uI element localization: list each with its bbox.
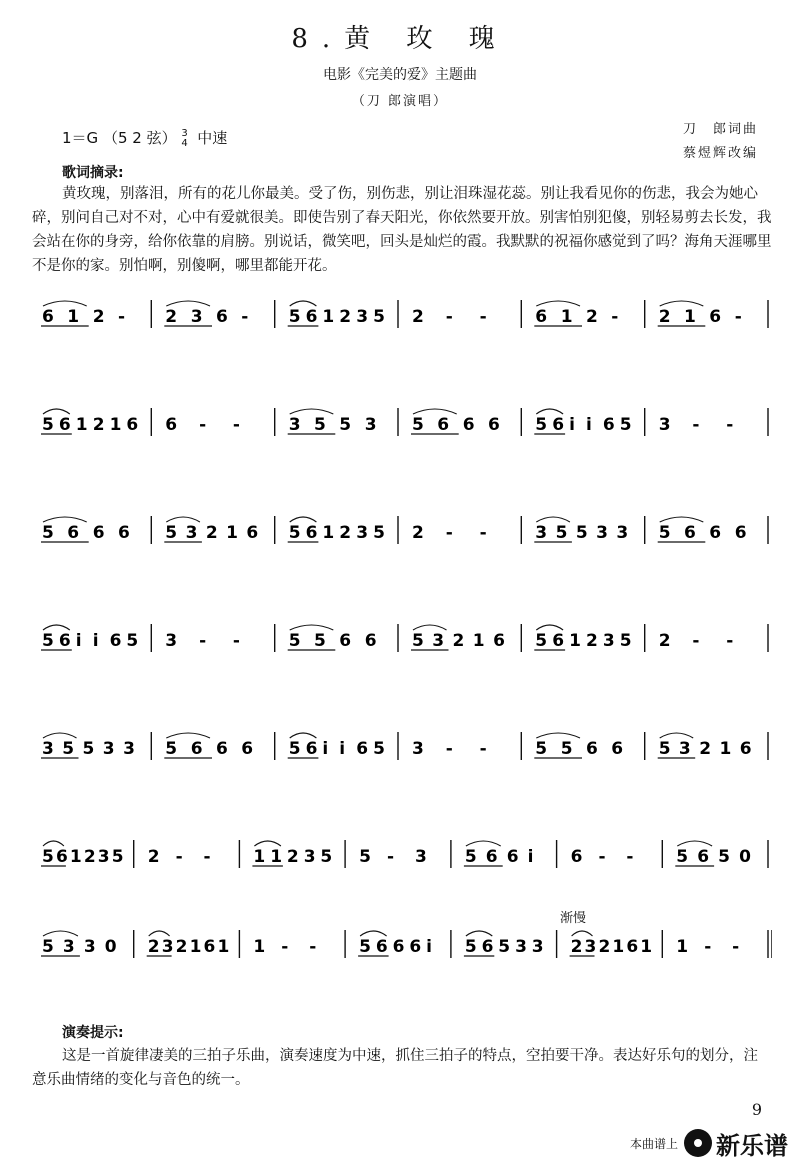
- score-line-6: [32, 822, 772, 892]
- score-note: 5: [412, 415, 424, 435]
- score-note: 2: [205, 523, 218, 543]
- score-note: 6: [506, 847, 519, 867]
- dash-note: -: [387, 847, 395, 867]
- score-note: 3: [515, 937, 527, 957]
- score-note: 2: [699, 739, 712, 759]
- score-note: 3: [97, 847, 110, 867]
- score-note: 2: [339, 523, 352, 543]
- score-note: 1: [684, 307, 696, 327]
- score-note: 5: [575, 523, 588, 543]
- score-note: i: [75, 631, 82, 651]
- score-note: 0: [104, 937, 117, 957]
- score-note: 6: [437, 415, 450, 435]
- score-note: 3: [596, 523, 608, 543]
- score-note: 5: [288, 523, 301, 543]
- slur-arc: [466, 931, 492, 936]
- score-note: 3: [412, 739, 424, 759]
- score-note: 2: [570, 937, 583, 957]
- score-note: 5: [373, 739, 385, 759]
- score-note: 6: [485, 847, 498, 867]
- score-staff: [32, 822, 772, 892]
- score-note: 1: [226, 523, 238, 543]
- score-note: 2: [165, 307, 178, 327]
- dash-note: -: [732, 937, 740, 957]
- score-note: 2: [412, 307, 424, 327]
- score-note: 6: [190, 739, 203, 759]
- score-line-5: [32, 714, 772, 784]
- score-staff: [32, 390, 772, 460]
- score-note: 5: [718, 847, 730, 867]
- score-note: 5: [165, 739, 178, 759]
- slur-arc: [43, 301, 87, 306]
- score-note: 2: [412, 523, 424, 543]
- score-note: i: [322, 739, 329, 759]
- score-staff: [32, 498, 772, 568]
- score-note: 5: [359, 847, 371, 867]
- score-note: 5: [111, 847, 124, 867]
- dash-note: -: [445, 307, 453, 327]
- score-note: 2: [92, 415, 105, 435]
- score-note: 3: [185, 523, 198, 543]
- dash-note: -: [479, 739, 487, 759]
- lyrics-heading: 歌词摘录:: [62, 165, 124, 181]
- slur-arc: [466, 841, 501, 846]
- score-line-2: [32, 390, 772, 460]
- score-note: 6: [535, 307, 548, 327]
- dash-note: -: [704, 937, 712, 957]
- score-note: 5: [373, 307, 385, 327]
- score-note: 3: [83, 937, 96, 957]
- slur-arc: [254, 841, 281, 846]
- score-note: 6: [58, 415, 71, 435]
- score-note: 2: [147, 847, 160, 867]
- dash-note: -: [479, 523, 487, 543]
- score-note: i: [426, 937, 432, 957]
- composer-credit: 刀 郎词曲: [682, 122, 758, 137]
- score-note: 2: [658, 307, 671, 327]
- score-note: 6: [339, 631, 352, 651]
- brand-name: 新乐谱: [716, 1131, 788, 1160]
- dash-note: -: [734, 307, 742, 327]
- slur-arc: [166, 517, 200, 522]
- score-note: 5: [412, 631, 424, 651]
- score-note: 3: [658, 415, 671, 435]
- page-number: 9: [751, 1100, 762, 1119]
- slur-arc: [413, 409, 457, 414]
- slur-arc: [290, 517, 317, 522]
- slur-arc: [536, 625, 563, 630]
- score-note: 5: [658, 739, 671, 759]
- slur-arc: [43, 733, 77, 738]
- time-bottom: 4: [181, 137, 188, 149]
- dash-note: -: [199, 631, 207, 651]
- key-tuning: （5 2 弦）: [102, 129, 177, 147]
- score-note: 5: [288, 739, 301, 759]
- slur-arc: [660, 517, 704, 522]
- score-note: i: [569, 415, 575, 435]
- score-note: 3: [584, 937, 597, 957]
- score-note: 1: [217, 937, 230, 957]
- tempo-marking: 中速: [197, 129, 228, 147]
- dash-note: -: [445, 523, 453, 543]
- score-note: 2: [286, 847, 299, 867]
- score-line-3: [32, 498, 772, 568]
- score-note: 5: [288, 307, 301, 327]
- score-staff: [32, 912, 772, 982]
- score-note: 6: [611, 739, 624, 759]
- score-note: 6: [56, 847, 68, 867]
- arranger-credit: 蔡煜辉改编: [682, 146, 758, 161]
- slur-arc: [660, 733, 694, 738]
- score-note: 3: [123, 739, 135, 759]
- dash-note: -: [692, 631, 700, 651]
- score-note: 1: [322, 523, 335, 543]
- score-note: 3: [190, 307, 203, 327]
- score-note: 5: [42, 631, 54, 651]
- key-main: 1＝G: [62, 129, 99, 147]
- slur-arc: [536, 301, 580, 306]
- dash-note: -: [479, 307, 487, 327]
- slur-arc: [413, 625, 447, 630]
- score-line-7: [32, 912, 772, 982]
- score-note: 6: [216, 739, 228, 759]
- slur-arc: [360, 931, 387, 936]
- song-title: 8.黄 玫 瑰: [291, 24, 509, 54]
- score-note: 5: [535, 739, 548, 759]
- score-note: 6: [165, 415, 178, 435]
- score-note: 1: [472, 631, 485, 651]
- ritardando-marking: 渐慢: [560, 911, 587, 926]
- slur-arc: [290, 301, 317, 306]
- tips-text: 这是一首旋律凄美的三拍子乐曲，演奏速度为中速，抓住三拍子的特点，空拍要干净。表达好乐句的划分，注意乐曲情绪的变化与音色的统一。: [32, 1048, 758, 1088]
- score-note: 5: [314, 631, 326, 651]
- score-note: 3: [62, 937, 75, 957]
- score-note: 3: [356, 523, 369, 543]
- score-note: 3: [432, 631, 445, 651]
- score-note: 2: [147, 937, 160, 957]
- score-note: 5: [619, 415, 632, 435]
- score-note: 6: [58, 631, 71, 651]
- score-note: 1: [253, 847, 266, 867]
- dash-note: -: [199, 415, 207, 435]
- dash-note: -: [175, 847, 183, 867]
- slur-arc: [43, 517, 87, 522]
- score-note: 5: [555, 523, 568, 543]
- score-note: 1: [189, 937, 202, 957]
- score-note: 1: [75, 415, 88, 435]
- score-note: 5: [619, 631, 632, 651]
- score-note: 5: [535, 631, 548, 651]
- score-note: i: [92, 631, 99, 651]
- score-note: 1: [569, 631, 581, 651]
- score-note: 5: [339, 415, 352, 435]
- score-note: 3: [356, 307, 369, 327]
- score-note: 5: [82, 739, 95, 759]
- score-note: 6: [305, 523, 318, 543]
- score-note: 5: [288, 631, 301, 651]
- score-note: 6: [246, 523, 259, 543]
- slur-arc: [43, 625, 70, 630]
- dash-note: -: [232, 631, 240, 651]
- score-note: 1: [253, 937, 266, 957]
- score-note: 6: [375, 937, 388, 957]
- score-note: 3: [364, 415, 377, 435]
- score-note: 6: [626, 937, 639, 957]
- score-note: 3: [415, 847, 427, 867]
- score-note: 3: [531, 937, 544, 957]
- score-note: 6: [305, 739, 318, 759]
- score-note: 6: [709, 307, 722, 327]
- score-staff: [32, 714, 772, 784]
- score-note: 5: [373, 523, 385, 543]
- score-note: 5: [464, 847, 477, 867]
- song-subtitle: 电影《完美的爱》主题曲: [323, 67, 477, 83]
- slur-arc: [149, 931, 170, 936]
- slur-arc: [677, 841, 712, 846]
- score-note: 1: [322, 307, 335, 327]
- slur-arc: [290, 409, 334, 414]
- score-note: 5: [314, 415, 326, 435]
- score-line-1: [32, 282, 772, 352]
- score-note: 6: [392, 937, 405, 957]
- slur-arc: [536, 733, 580, 738]
- score-note: 5: [42, 847, 54, 867]
- dash-note: -: [626, 847, 634, 867]
- score-note: 6: [118, 523, 130, 543]
- score-note: 6: [109, 631, 122, 651]
- key-signature: [62, 127, 227, 149]
- score-note: 3: [535, 523, 548, 543]
- score-note: 6: [92, 523, 105, 543]
- score-note: 2: [658, 631, 671, 651]
- score-note: 6: [241, 739, 254, 759]
- score-note: 1: [612, 937, 625, 957]
- score-note: 2: [586, 307, 598, 327]
- slur-arc: [290, 625, 334, 630]
- score-note: 1: [109, 415, 122, 435]
- score-note: 6: [739, 739, 752, 759]
- score-note: 5: [320, 847, 333, 867]
- dash-note: -: [598, 847, 606, 867]
- score-note: 2: [339, 307, 352, 327]
- score-note: 5: [126, 631, 139, 651]
- score-note: i: [527, 847, 534, 867]
- score-note: 1: [640, 937, 653, 957]
- score-note: 5: [658, 523, 671, 543]
- score-note: 5: [165, 523, 178, 543]
- score-note: 6: [488, 415, 500, 435]
- score-note: 6: [552, 415, 565, 435]
- dash-note: -: [445, 739, 453, 759]
- score-note: 1: [67, 307, 80, 327]
- slur-arc: [660, 301, 704, 306]
- score-note: 5: [359, 937, 371, 957]
- score-note: 2: [586, 631, 598, 651]
- dash-note: -: [203, 847, 211, 867]
- score-note: 2: [598, 937, 611, 957]
- score-note: 5: [464, 937, 477, 957]
- score-staff: [32, 606, 772, 676]
- score-note: 6: [462, 415, 475, 435]
- score-note: 2: [452, 631, 465, 651]
- score-note: 6: [684, 523, 696, 543]
- score-note: 2: [92, 307, 105, 327]
- dash-note: -: [241, 307, 249, 327]
- dash-note: -: [726, 631, 734, 651]
- slur-arc: [536, 517, 570, 522]
- score-note: 3: [102, 739, 115, 759]
- score-note: 6: [481, 937, 494, 957]
- slur-arc: [166, 301, 210, 306]
- slur-arc: [572, 931, 593, 936]
- slur-arc: [290, 733, 317, 738]
- score-note: 0: [739, 847, 751, 867]
- slur-arc: [43, 841, 64, 846]
- score-note: 3: [42, 739, 54, 759]
- score-note: 6: [305, 307, 318, 327]
- score-note: 3: [602, 631, 615, 651]
- score-note: 5: [498, 937, 511, 957]
- tips-heading: 演奏提示:: [62, 1025, 124, 1041]
- score-note: 5: [42, 523, 54, 543]
- score-note: 6: [409, 937, 422, 957]
- score-note: 6: [42, 307, 54, 327]
- score-note: 6: [697, 847, 710, 867]
- score-note: 6: [364, 631, 377, 651]
- slur-arc: [166, 733, 210, 738]
- score-note: 1: [69, 847, 82, 867]
- score-note: 3: [165, 631, 178, 651]
- score-note: 6: [216, 307, 228, 327]
- score-note: 6: [203, 937, 216, 957]
- score-note: 1: [676, 937, 689, 957]
- score-note: 6: [493, 631, 505, 651]
- score-note: 6: [734, 523, 747, 543]
- score-note: 6: [552, 631, 565, 651]
- score-note: 6: [67, 523, 80, 543]
- score-note: 3: [616, 523, 629, 543]
- score-note: 5: [42, 937, 54, 957]
- slur-arc: [43, 931, 78, 936]
- dash-note: -: [309, 937, 317, 957]
- score-note: 3: [288, 415, 301, 435]
- time-signature: [181, 129, 187, 149]
- score-note: 6: [602, 415, 615, 435]
- score-note: 1: [270, 847, 283, 867]
- score-note: 5: [42, 415, 54, 435]
- score-line-4: [32, 606, 772, 676]
- score-note: 5: [560, 739, 573, 759]
- dash-note: -: [281, 937, 289, 957]
- score-note: 6: [356, 739, 369, 759]
- score-note: 5: [676, 847, 689, 867]
- score-note: 2: [175, 937, 188, 957]
- score-note: 5: [535, 415, 548, 435]
- score-note: 3: [161, 937, 174, 957]
- score-note: 3: [678, 739, 691, 759]
- time-top: 3: [181, 127, 188, 139]
- score-note: 6: [586, 739, 598, 759]
- score-note: i: [586, 415, 592, 435]
- slur-arc: [43, 409, 70, 414]
- dash-note: -: [611, 307, 619, 327]
- brand-prefix: 本曲谱上: [629, 1136, 678, 1151]
- score-staff: [32, 282, 772, 352]
- dash-note: -: [232, 415, 240, 435]
- record-logo-icon: [684, 1129, 712, 1157]
- score-note: 6: [126, 415, 139, 435]
- lyrics-text: 黄玫瑰，别落泪，所有的花儿你最美。受了伤，别伤悲，别让泪珠湿花蕊。别让我看见你的伤悲，我会为她心碎，别问自己对不对，心中有爱就很美。即使告别了春天阳光，你依然要开放。别害怕别犯傻，别轻易剪去长发，我会站在你的身旁，给你依靠的肩膀。别说话，微笑吧，回头是灿烂的霞。我默默的祝福你感觉到了吗？海角天涯哪里不是你的家。别怕啊，别傻啊，哪里都能开花。: [32, 186, 772, 274]
- score-note: 5: [62, 739, 75, 759]
- score-note: 1: [719, 739, 732, 759]
- singer-credit: （刀 郎演唱）: [351, 94, 449, 109]
- score-note: 3: [303, 847, 316, 867]
- dash-note: -: [692, 415, 700, 435]
- score-note: 6: [709, 523, 722, 543]
- dash-note: -: [118, 307, 126, 327]
- score-note: 6: [570, 847, 583, 867]
- slur-arc: [536, 409, 563, 414]
- brand-footer[interactable]: [630, 1128, 788, 1158]
- score-note: 1: [560, 307, 573, 327]
- dash-note: -: [726, 415, 734, 435]
- score-note: i: [339, 739, 346, 759]
- score-note: 2: [83, 847, 96, 867]
